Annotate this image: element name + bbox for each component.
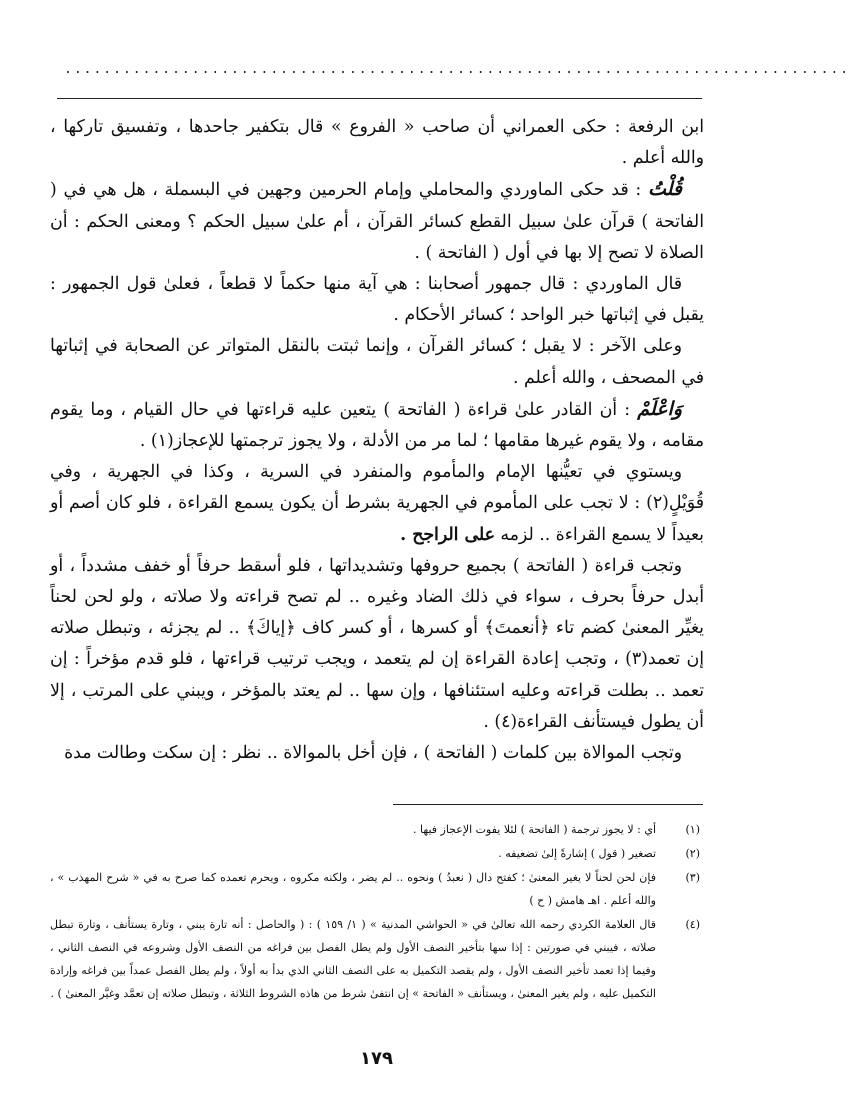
paragraph-7: وتجب قراءة ( الفاتحة ) بجميع حروفها وتشديداتها ، فلو أسقط حرفاً أو خفف مشدداً ، أو أبدل حرفاً بحرف ، سواء في ذلك الضاد وغيره .. لم تصح قراءته ولا صلاته ، ولو لحن لحناً يغيِّر المعنىٰ كضم تاء ﴿أنعمتَ﴾ أو كسرها ، أو كسر كاف ﴿إياكَ﴾ .. لم يجزئه ، وتبطل صلاته إن تعمد(٣) ، وتجب إعادة القراءة إن لم يتعمد ، ويجب ترتيب قراءتها ، فلو قدم مؤخراً : إن تعمد .. بطلت قراءته وعليه استئنافها ، وإن سها .. لم يعتد بالمؤخر ، ويبني على المرتب ، إلا أن يطول فيستأنف القراءة(٤) . (50, 555, 705, 732)
header-rule (57, 98, 702, 99)
footnote-number: (٤) (685, 918, 700, 931)
footnote-text: قال العلامة الكردي رحمه الله تعالىٰ في « الحواشي المدنية » ( ١/ ١٥٩ ) : ( والحاصل : أنه تارة يبني ، وتارة يستأنف ، وتارة تبطل صلاته ، فيبني في صورتين : إذا سها بتأخير النصف الأول ولم يطل الفصل بين فراغه من النصف الأول وشروعه في النصف الثاني ، وفيما إذا تعمد تأخير النصف الأول ، ولم يقصد التكميل به على النصف الثاني الذي بدأ به أولاً ، ولم يطل الفصل عمداً بين فراغه وإرادة التكميل عليه ، ولم يغير المعنىٰ ، ويستأنف « الفاتحة » إن انتفىٰ شرط من هاذه الشروط الثلاثة ، وتبطل صلاته إن تعمَّد وغيَّر المعنىٰ ) . (50, 918, 657, 1000)
footnote-number: (٣) (685, 871, 700, 884)
footnote-text: فإن لحن لحناً لا يغير المعنىٰ ؛ كفتح دال ( نعبدُ ) ونحوه .. لم يضر ، ولكنه مكروه ، ويحرم تعمده كما صرح به في « شرح المهذب » ، والله أعلم . اهـ هامش ( ح ) (50, 871, 656, 907)
footnote (50, 913, 704, 1005)
paragraph-2: قُلْتُ : قد حكى الماوردي والمحاملي وإمام الحرمين وجهين في البسملة ، هل هي في ( الفاتحة ) قرآن علىٰ سبيل القطع كسائر القرآن ، أم علىٰ سبيل الحكم ؟ ومعنى الحكم : أن الصلاة لا تصح إلا بها في أول ( الفاتحة ) . (50, 178, 704, 263)
page-number: ١٧٩ (360, 1048, 393, 1069)
lead-word: قُلْتُ (647, 178, 682, 201)
paragraph-5: وَاعْلَمْ : أن القادر علىٰ قراءة ( الفاتحة ) يتعين عليه قراءتها في حال القيام ، وما يقوم مقامه ، ولا يقوم غيرها مقامها ؛ لما مر من الأدلة ، ولا يجوز ترجمتها للإعجاز(١) . (50, 397, 704, 452)
dotted-separator: ................................................................................ (64, 62, 850, 77)
paragraph-3: قال الماوردي : قال جمهور أصحابنا : هي آية منها حكماً لا قطعاً ، فعلىٰ قول الجمهور : يقبل في إثباتها خبر الواحد ؛ كسائر الأحكام . (50, 274, 704, 326)
paragraph-8: وتجب الموالاة بين كلمات ( الفاتحة ) ، فإن أخل بالموالاة .. نظر : إن سكت وطالت مدة (64, 743, 682, 764)
footnote-rule (393, 804, 703, 805)
footnote-text: أي : لا يجوز ترجمة ( الفاتحة ) لئلا يفوت الإعجاز فيها . (413, 823, 656, 836)
bold-phrase: على الراجح . (400, 524, 495, 545)
footnote-number: (١) (685, 823, 700, 836)
footnotes (50, 818, 704, 1006)
main-text (50, 112, 704, 769)
paragraph-4: وعلى الآخر : لا يقبل ؛ كسائر القرآن ، وإنما ثبتت بالنقل المتواتر عن الصحابة في إثباتها في المصحف ، والله أعلم . (50, 336, 704, 388)
footnote (50, 818, 704, 841)
footnote-number: (٢) (685, 847, 700, 860)
footnote-text: تصغير ( قول ) إشارةً إلىٰ تضعيفه . (498, 847, 656, 860)
footnote (50, 842, 704, 865)
paragraph-6: ويستوي في تعيُّنها الإمام والمأموم والمنفرد في السرية ، وكذا في الجهرية ، وفي قُوَيْلٍ(٢) : لا تجب على المأموم في الجهرية بشرط أن يكون يسمع القراءة ، فلو كان أصم أو بعيداً لا يسمع القراءة .. لزمه على الراجح . (50, 462, 704, 545)
lead-word: وَاعْلَمْ (637, 397, 682, 420)
footnote (50, 866, 704, 912)
paragraph-1: ابن الرفعة : حكى العمراني أن صاحب « الفروع » قال بتكفير جاحدها ، وتفسيق تاركها ، والله أعلم . (50, 117, 704, 169)
